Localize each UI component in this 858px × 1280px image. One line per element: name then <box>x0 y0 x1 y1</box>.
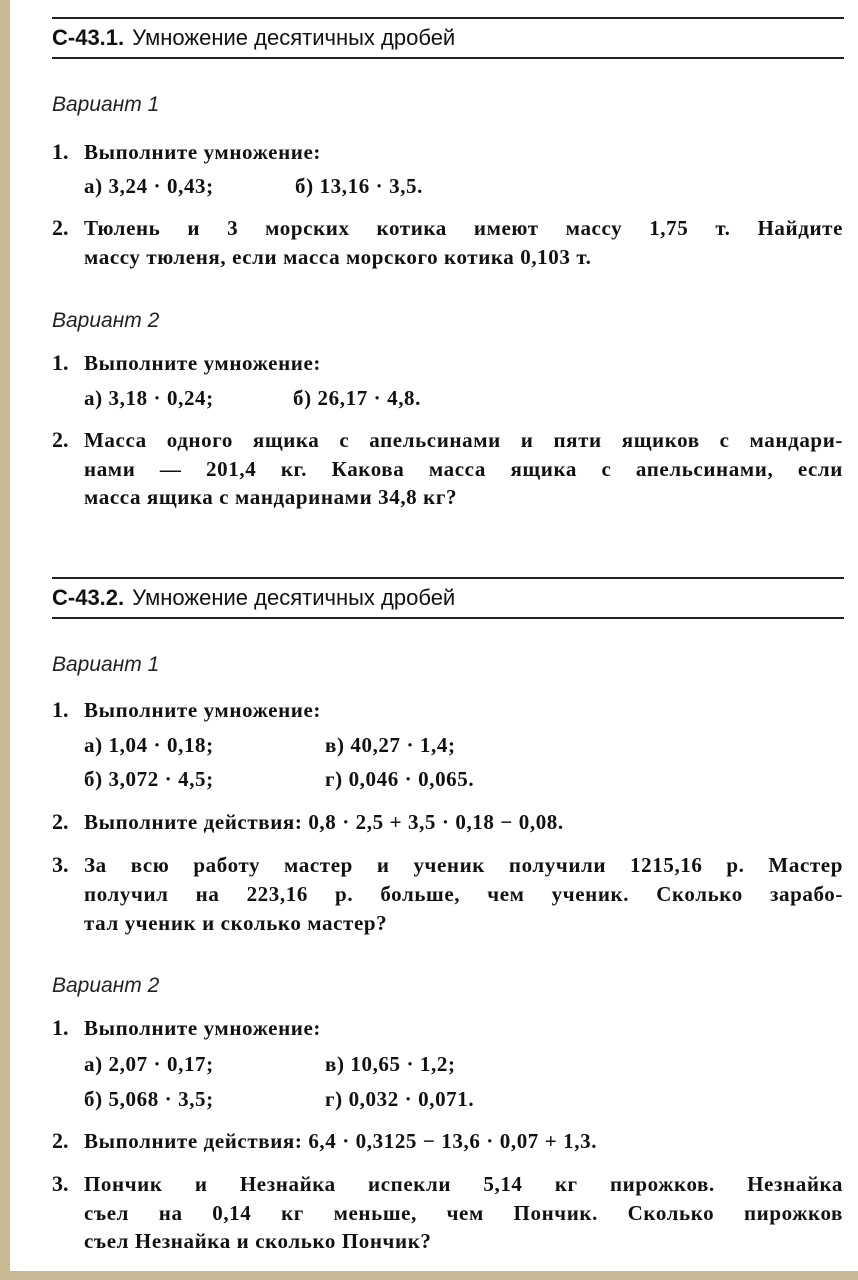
variant-label: Вариант 1 <box>52 93 160 116</box>
exercise-a: а) 1,04 · 0,18; <box>84 733 214 757</box>
task-text: Выполните умножение: <box>84 698 321 722</box>
task-text: Выполните умножение: <box>84 1016 321 1040</box>
exercise-v: в) 10,65 · 1,2; <box>325 1052 456 1076</box>
section-rule-top <box>52 577 844 579</box>
task-line: съел на 0,14 кг меньше, чем Пончик. Сколько пирожков <box>84 1201 843 1225</box>
exercise-b: б) 3,072 · 4,5; <box>84 767 214 791</box>
exercise-a: а) 3,24 · 0,43; <box>84 174 214 198</box>
task-line: получил на 223,16 р. больше, чем ученик. Сколько зарабо- <box>84 882 843 906</box>
task-text: Выполните действия: 6,4 · 0,3125 − 13,6 · 0,07 + 1,3. <box>84 1129 598 1153</box>
task-number: 2. <box>52 809 69 834</box>
section-title <box>52 584 455 612</box>
task-number: 1. <box>52 350 69 375</box>
task-line: нами — 201,4 кг. Какова масса ящика с апельсинами, если <box>84 457 843 481</box>
section-title-text: Умножение десятичных дробей <box>132 585 456 610</box>
variant-label: Вариант 1 <box>52 653 160 676</box>
task-line: съел Незнайка и сколько Пончик? <box>84 1229 432 1253</box>
section-code: С-43.1. <box>52 25 125 50</box>
section-rule-bottom <box>52 617 844 619</box>
task-line: Тюлень и 3 морских котика имеют массу 1,75 т. Найдите <box>84 216 843 240</box>
exercise-b: б) 26,17 · 4,8. <box>293 386 421 410</box>
exercise-a: а) 3,18 · 0,24; <box>84 386 214 410</box>
variant-label: Вариант 2 <box>52 974 160 997</box>
task-number: 2. <box>52 215 69 240</box>
task-line: Масса одного ящика с апельсинами и пяти ящиков с мандари- <box>84 428 843 452</box>
task-line: массу тюленя, если масса морского котика 0,103 т. <box>84 245 592 269</box>
task-line: За всю работу мастер и ученик получили 1215,16 р. Мастер <box>84 853 843 877</box>
exercise-g: г) 0,032 · 0,071. <box>325 1087 475 1111</box>
task-text: Выполните действия: 0,8 · 2,5 + 3,5 · 0,18 − 0,08. <box>84 810 564 834</box>
task-line: масса ящика с мандаринами 34,8 кг? <box>84 485 458 509</box>
exercise-b: б) 5,068 · 3,5; <box>84 1087 214 1111</box>
exercise-g: г) 0,046 · 0,065. <box>325 767 475 791</box>
task-number: 1. <box>52 697 69 722</box>
task-number: 3. <box>52 852 69 877</box>
task-number: 1. <box>52 1015 69 1040</box>
task-line: Пончик и Незнайка испекли 5,14 кг пирожков. Незнайка <box>84 1172 843 1196</box>
task-line: тал ученик и сколько мастер? <box>84 911 388 935</box>
section-rule-bottom <box>52 57 844 59</box>
exercise-b: б) 13,16 · 3,5. <box>295 174 423 198</box>
task-number: 1. <box>52 139 69 164</box>
task-text: Выполните умножение: <box>84 140 321 164</box>
task-number: 2. <box>52 427 69 452</box>
exercise-a: а) 2,07 · 0,17; <box>84 1052 214 1076</box>
exercise-v: в) 40,27 · 1,4; <box>325 733 456 757</box>
section-title-text: Умножение десятичных дробей <box>132 25 456 50</box>
variant-label: Вариант 2 <box>52 309 160 332</box>
task-number: 2. <box>52 1128 69 1153</box>
task-text: Выполните умножение: <box>84 351 321 375</box>
task-number: 3. <box>52 1171 69 1196</box>
section-rule-top <box>52 17 844 19</box>
section-code: С-43.2. <box>52 585 125 610</box>
section-title <box>52 24 455 52</box>
